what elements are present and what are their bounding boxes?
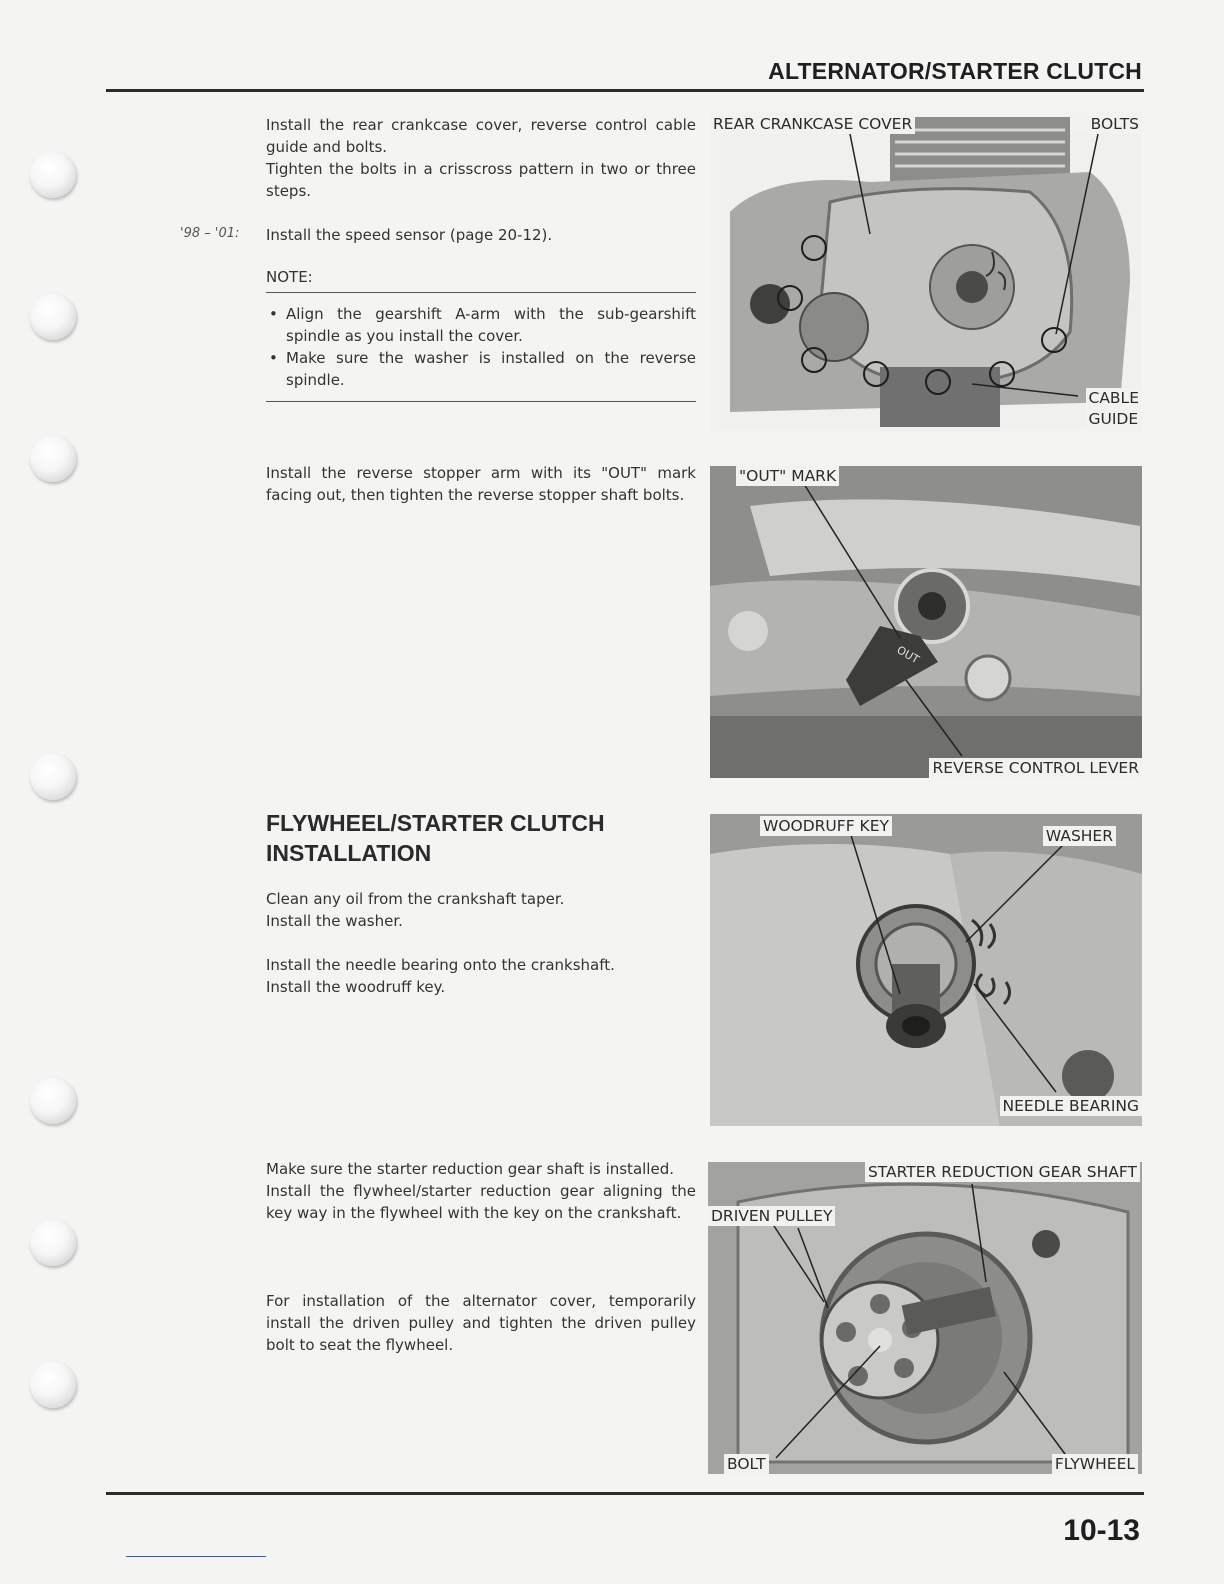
step-line: Clean any oil from the crankshaft taper. <box>266 890 565 908</box>
label-woodruff-key: WOODRUFF KEY <box>760 816 892 836</box>
note-title: NOTE: <box>266 268 313 286</box>
label-out-mark: "OUT" MARK <box>736 466 839 486</box>
step-line: Install the woodruff key. <box>266 978 446 996</box>
note-bullet: • Make sure the washer is installed on the reverse spindle. <box>269 349 696 389</box>
footer-link-underline <box>126 1556 266 1557</box>
photo-reverse-stopper-arm <box>710 466 1142 778</box>
step-speed-sensor: Install the speed sensor (page 20-12). <box>266 226 553 244</box>
step-line: Install the washer. <box>266 912 403 930</box>
note-bottom-rule <box>266 401 696 402</box>
binder-hole <box>30 1362 76 1408</box>
label-driven-pulley: DRIVEN PULLEY <box>708 1206 835 1226</box>
page-number: 10-13 <box>1063 1514 1140 1547</box>
step-reverse-stopper: Install the reverse stopper arm with its "OUT" mark facing out, then tighten the reverse stopper shaft bolts. <box>266 464 696 504</box>
step-line: Install the needle bearing onto the crankshaft. <box>266 956 615 974</box>
binder-hole <box>30 436 76 482</box>
photo-flywheel-installation <box>708 1162 1142 1474</box>
note-bullet: • Align the gearshift A-arm with the sub-gearshift spindle as you install the cover. <box>269 305 696 345</box>
label-rear-crankcase-cover: REAR CRANKCASE COVER <box>710 114 915 134</box>
section-title: FLYWHEEL/STARTER CLUTCH INSTALLATION <box>266 810 605 866</box>
label-reverse-control-lever: REVERSE CONTROL LEVER <box>929 758 1142 778</box>
out-mark-stamp: OUT <box>894 643 922 667</box>
step-washer <box>266 888 696 932</box>
binder-hole <box>30 754 76 800</box>
label-flywheel: FLYWHEEL <box>1052 1454 1138 1474</box>
footer-rule <box>106 1492 1144 1495</box>
label-starter-reduction-gear-shaft: STARTER REDUCTION GEAR SHAFT <box>865 1162 1140 1182</box>
step-alternator-cover: For installation of the alternator cover, temporarily install the driven pulley and tighten the driven pulley bolt to seat the flywheel. <box>266 1292 696 1354</box>
page-header-title: ALTERNATOR/STARTER CLUTCH <box>768 58 1142 84</box>
crankshaft-illustration <box>710 814 1142 1126</box>
step-line: Make sure the starter reduction gear shaft is installed. <box>266 1160 674 1178</box>
photo-crankshaft-washer <box>710 814 1142 1126</box>
stopper-arm-illustration <box>710 466 1142 778</box>
note-bullets <box>266 303 696 391</box>
binder-hole <box>30 152 76 198</box>
model-years-note: '98 – '01: <box>180 226 240 241</box>
step-line: Tighten the bolts in a crisscross pattern in two or three steps. <box>266 160 696 200</box>
step-needle-bearing <box>266 954 696 998</box>
step-flywheel <box>266 1158 696 1224</box>
photo-rear-crankcase-cover <box>710 112 1142 432</box>
binder-hole <box>30 1220 76 1266</box>
note-top-rule <box>266 292 696 293</box>
engine-illustration <box>710 112 1142 432</box>
binder-hole <box>30 1078 76 1124</box>
label-cable-guide: CABLE GUIDE <box>1086 388 1143 430</box>
step-line: Install the rear crankcase cover, reverse control cable guide and bolts. <box>266 116 696 156</box>
step-rear-cover <box>266 114 696 202</box>
label-bolt: BOLT <box>724 1454 769 1474</box>
step-line: Install the flywheel/starter reduction gear aligning the key way in the flywheel with the key on the crankshaft. <box>266 1182 696 1222</box>
header-rule <box>106 89 1144 92</box>
label-washer: WASHER <box>1043 826 1116 846</box>
binder-hole <box>30 294 76 340</box>
label-needle-bearing: NEEDLE BEARING <box>1000 1096 1142 1116</box>
label-bolts: BOLTS <box>1088 114 1142 134</box>
